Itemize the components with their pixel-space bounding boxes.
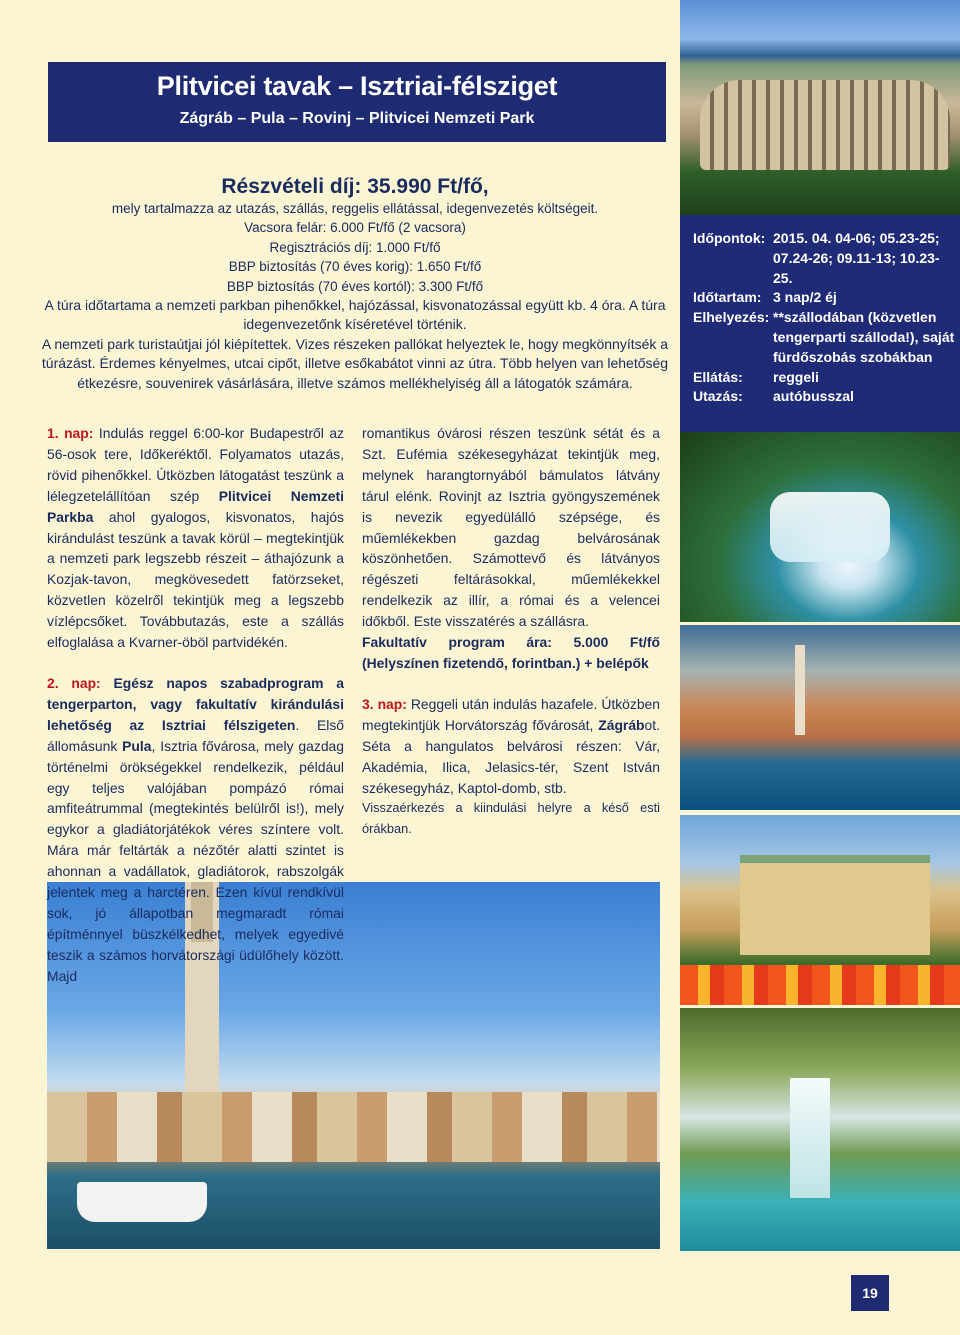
board-value: reggeli [773,368,819,385]
page-number: 19 [851,1275,889,1311]
day2-rovinj-text: romantikus óvárosi részen teszünk sétát és a Szt. Eufémia székesegyházat tekintjük meg, melynek harangtornyából bámulatos látvány tárul elénk. Rovinjt az Isztria gyöngyszemének is nevezik egyedülálló szépsége, és műemlékekben gazdag belvárosának köszönhetően. Számottevő és látványos régészeti feltárásokkal, műemlékekkel rendelkezik az illír, a római és a velencei időkből. Este visszatérés a szállásra. [362,425,660,630]
price-line: Regisztrációs díj: 1.000 Ft/fő [269,239,441,255]
itinerary-right-column [362,423,660,860]
price-block [30,175,680,393]
plitvice-lakes-photo [680,1008,960,1251]
day2-paragraph-cont [362,423,660,632]
board-label: Ellátás: [693,368,743,385]
day1-text: Indulás reggel 6:00-kor Budapestről az 56-osok tere, Időkeréktől. Folyamatos utazás, rövid pihenőkkel. Útközben látogatást teszünk a lélegzetelállítóan szép [47,425,345,504]
rovinj-aerial-photo [680,625,960,810]
duration-label: Időtartam: [693,289,762,306]
day3-text-cont: ot. Séta a hangulatos belvárosi részen: Vár, Akadémia, Ilica, Jelasics-tér, Szent István székesegyház, Kaptol-domb, stb. [362,716,660,796]
return-note: Visszaérkezés a kiindulási helyre a késő esti órákban. [362,800,660,837]
day2-text-cont: , Isztria fővárosa, mely gazdag történelmi örökségekkel rendelkezik, például egy teljes valójában pompázó római amfiteátrummal (megtekintés belülről is!), mely egykor a gladiátorjátékok véres színtere volt. Mára már feltárták a nézőtér alatti szintet is ahonnan a vadállatok, gladiátorok, rabszolgák jelentek meg a harctéren. Ezen kívül rendkívül sok, jó állapotban megmaradt római építménnyel büszkélkedhet, melyek egyedivé teszik a számos horvátországi üdülőhely között. Majd [47,737,344,984]
day2-paragraph [47,673,344,987]
travel-value: autóbusszal [773,388,854,405]
price-line: BBP biztosítás (70 éves kortól): 3.300 Ft/fő [226,278,484,294]
travel-label: Utazás: [693,388,743,405]
page-title: Plitvicei tavak – Isztriai-félsziget [156,71,558,101]
zagreb-name: Zágráb [598,716,645,733]
title-banner [48,62,666,142]
day2-text: . Első állomásunk [47,716,344,754]
day2-label: 2. nap: [47,674,101,691]
dates-label: Időpontok: [693,230,766,246]
pula-name: Pula [122,737,152,754]
day1-label: 1. nap: [47,425,94,441]
plitvice-name: Plitvicei Nemzeti Parkba [47,487,344,525]
zagreb-theatre-photo [680,815,960,1005]
day1-text-cont: ahol gyalogos, kisvonatos, hajós kirándulást teszünk a tavak körül – megtekintjük a nemzeti park legszebb részeit – áthajózunk a Kozjak-tavon, megkövesedett fatörzseket, közvetlen közelről tekintjük meg a legszebb vízlépcsőket. Továbbutazás, este a szállás elfoglalása a Kvarner-öböl partvidékén. [47,508,344,651]
tour-note: A túra időtartama a nemzeti parkban pihenőkkel, hajózással, kisvonatozással együtt kb. 4 óra. A túra idegenvezetőnk kíséretével történik. [44,297,666,333]
day3-label: 3. nap: [362,695,407,712]
pula-amphitheatre-photo [680,0,960,215]
duration-value: 3 nap/2 éj [773,289,837,306]
dates-value: 2015. 04. 04-06; 05.23-25; 07.24-26; 09.11-13; 10.23-25. [773,230,940,286]
page-subtitle: Zágráb – Pula – Rovinj – Plitvicei Nemzeti Park [179,110,535,127]
day3-paragraph [362,694,660,799]
day2-heading: Egész napos szabadprogram a tengerparton, vagy fakultatív kirándulási lehetőség az Isztriai félszigeten [47,674,344,733]
price-line: BBP biztosítás (70 éves korig): 1.650 Ft/fő [228,259,482,275]
day1-paragraph [47,423,344,653]
lodging-label: Elhelyezés: [693,309,770,326]
price-line: mely tartalmazza az utazás, szállás, reggelis ellátással, idegenvezetés költségeit. [111,201,599,216]
plitvice-waterfall-photo [680,432,960,622]
itinerary-left-column [47,423,344,1007]
park-note: A nemzeti park turistaútjai jól kiépítettek. Vizes részeken pallókat helyeztek le, hogy megkönnyítsék a túrázást. Érdemes kényelmes, utcai cipőt, illetve esőkabátot vinni az útra. Több helyen van lehetőség étkezésre, souvenirek vásárlására, illetve számos mellékhelyiség áll a látogatók számára. [41,335,669,391]
price-title: Részvételi díj: 35.990 Ft/fő, [221,175,489,198]
trip-info-panel [693,229,955,407]
price-line: Vacsora felár: 6.000 Ft/fő (2 vacsora) [244,220,466,236]
day3-text: Reggeli után indulás hazafele. Útközben megtekintjük Horvátország fővárosát, [362,695,661,733]
optional-program [362,632,660,674]
optional-price: Fakultatív program ára: 5.000 Ft/fő (Helyszínen fizetendő, forintban.) + belépők [362,634,660,671]
lodging-value: **szállodában (közvetlen tengerparti szálloda!), saját fürdőszobás szobákban [773,309,955,365]
